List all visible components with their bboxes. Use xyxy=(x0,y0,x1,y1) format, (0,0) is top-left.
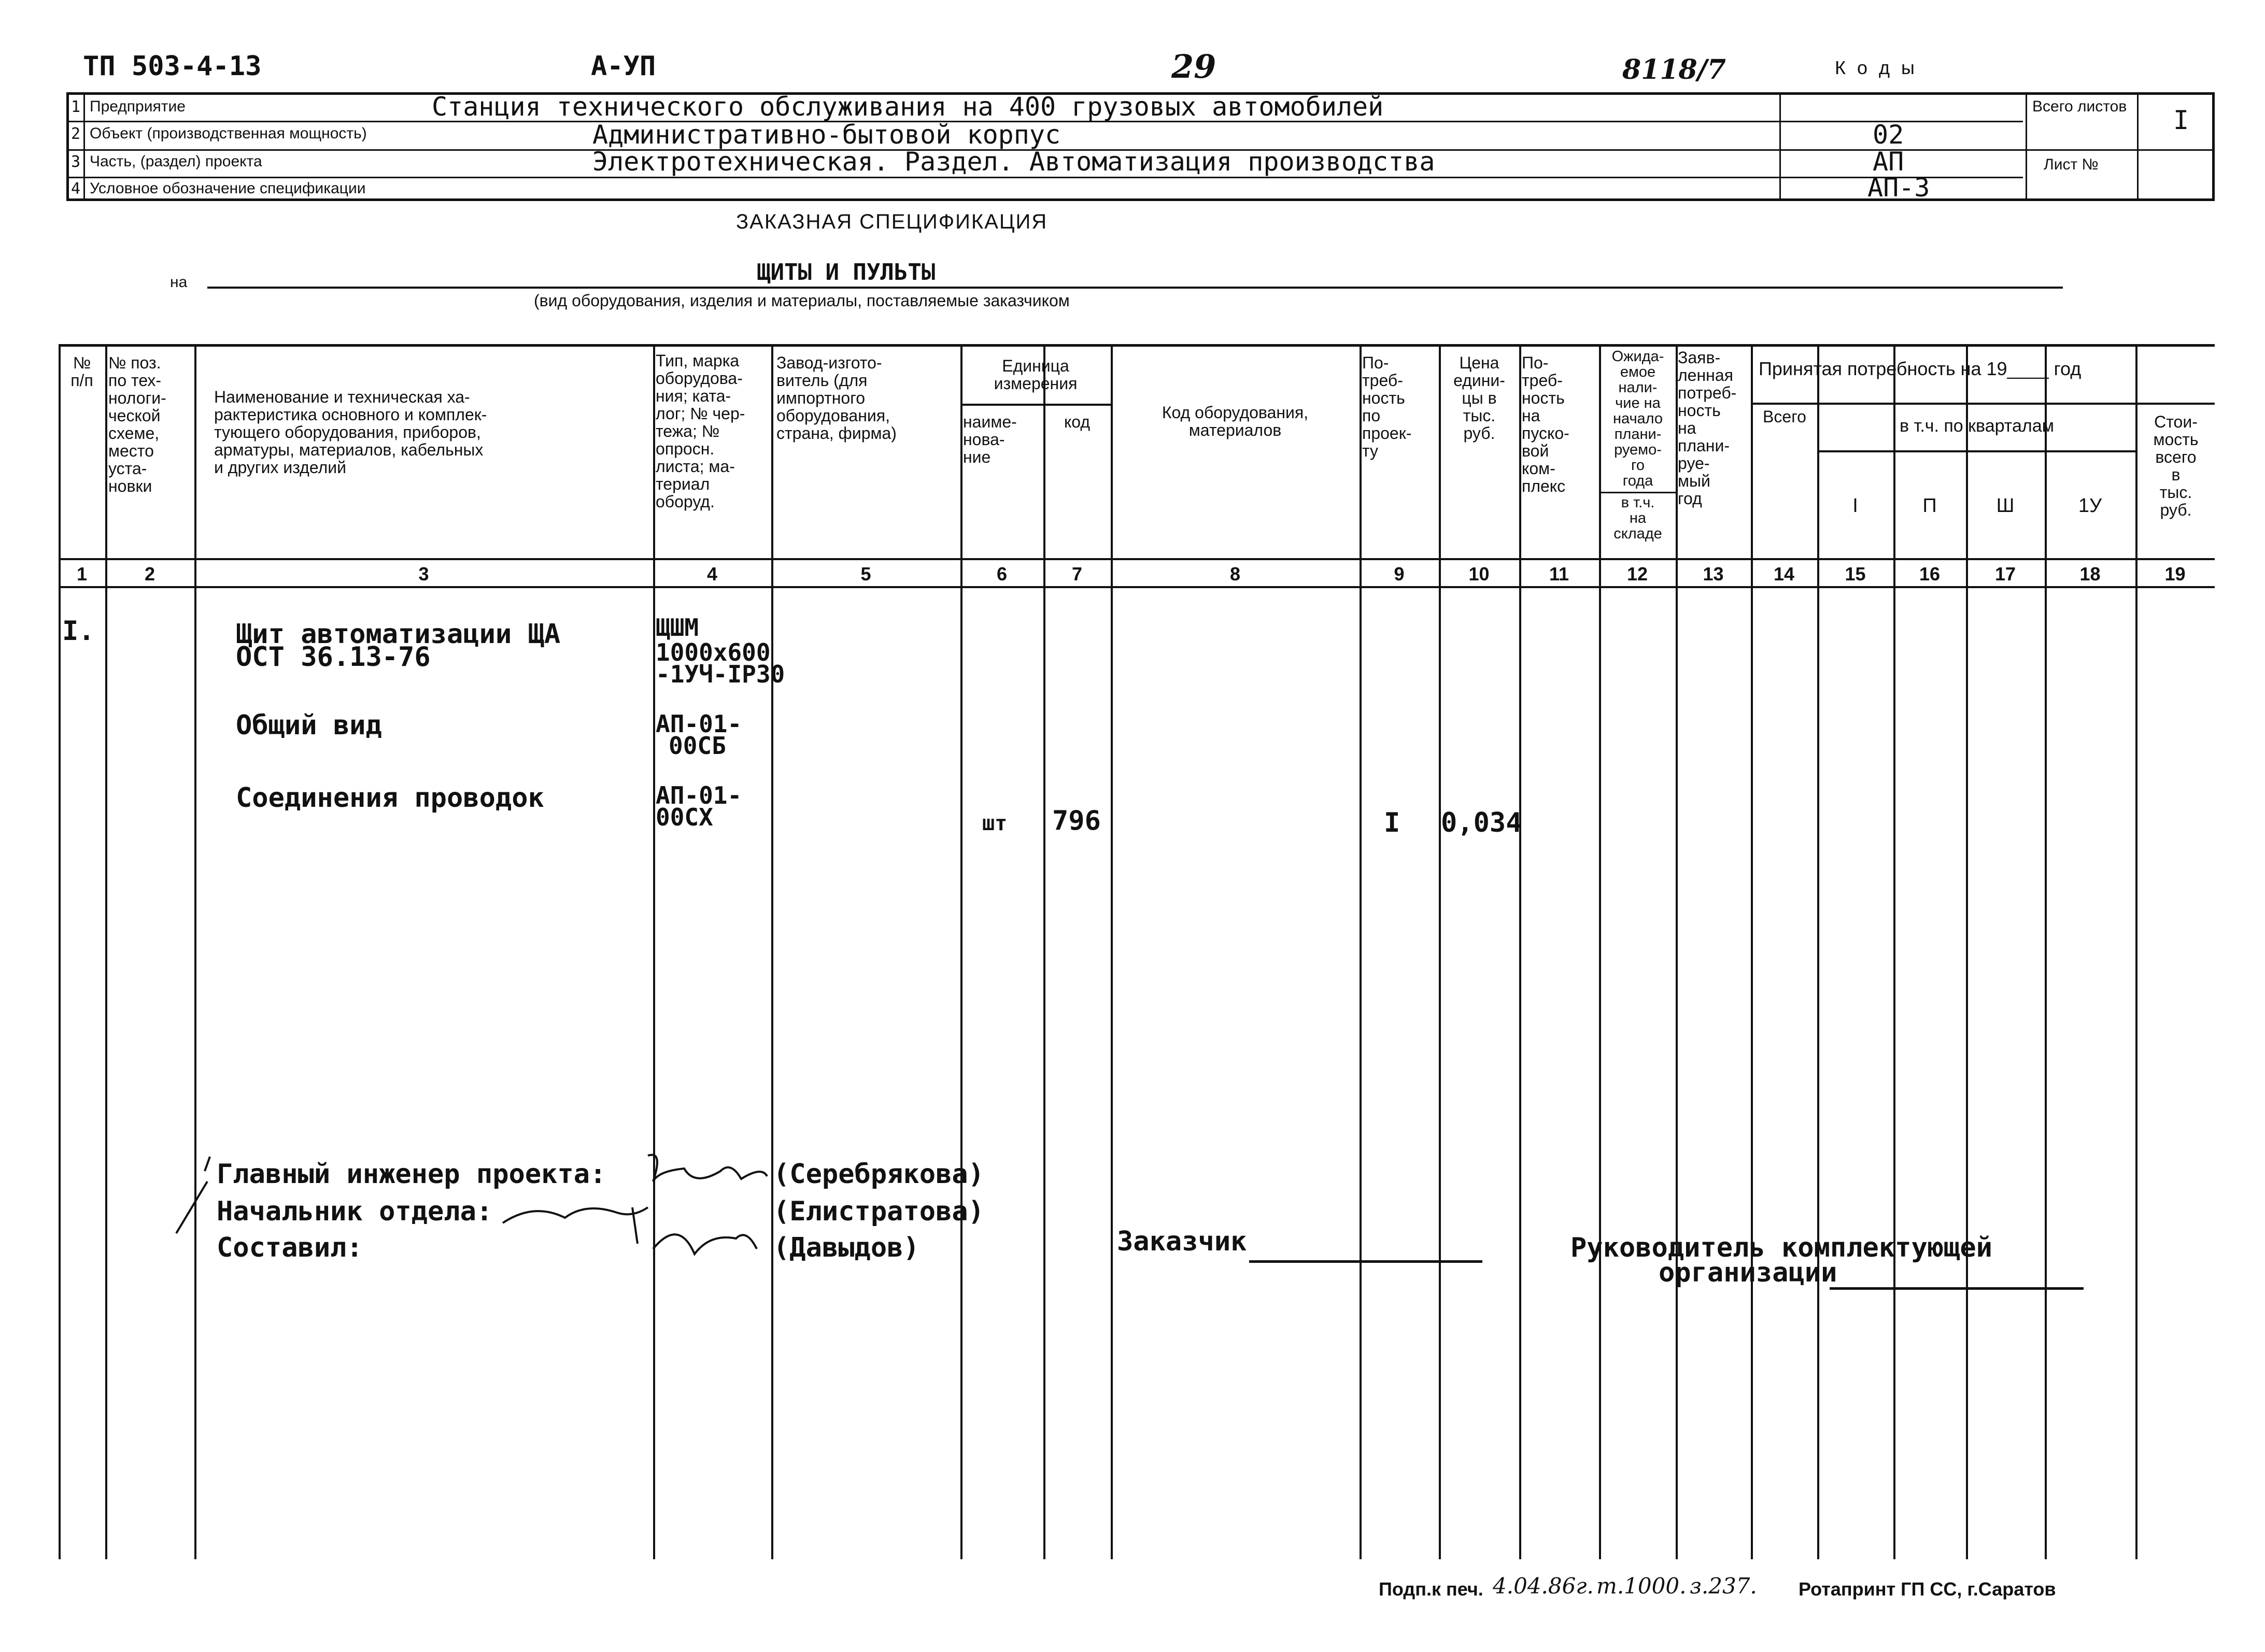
header-row-2-num: 2 xyxy=(71,125,81,143)
header-row-3-label: Часть, (раздел) проекта xyxy=(90,153,262,170)
col-header-quarters: в т.ч. по кварталам xyxy=(1900,416,2054,436)
col-number-9: 9 xyxy=(1394,563,1405,585)
subject: ЩИТЫ И ПУЛЬТЫ xyxy=(757,259,936,286)
spec-code: АП-3 xyxy=(1867,173,1930,203)
signatures-icon xyxy=(171,1140,1000,1295)
item-type-3: -1УЧ-IP30 xyxy=(656,660,785,688)
connections-doc-1: АП-01- xyxy=(656,781,742,809)
customer-label: Заказчик xyxy=(1117,1226,1247,1257)
col-number-14: 14 xyxy=(1773,563,1795,585)
col-number-18: 18 xyxy=(2079,563,2101,585)
col-number-12: 12 xyxy=(1626,563,1648,585)
enterprise-value: Станция технического обслуживания на 400 грузовых автомобилей xyxy=(432,92,1384,122)
subject-underline xyxy=(207,287,2063,289)
unit-name: шт xyxy=(982,811,1008,835)
header-row-1-label: Предприятие xyxy=(90,98,186,115)
chief-engineer-label: Главный инженер проекта: xyxy=(217,1159,606,1190)
col-header-q1: I xyxy=(1852,495,1858,517)
unit-code: 796 xyxy=(1052,805,1101,836)
col-header-19: Стои- мость всего в тыс. руб. xyxy=(2153,412,2199,519)
department-head-label: Начальник отдела: xyxy=(217,1196,493,1227)
col-number-16: 16 xyxy=(1919,563,1941,585)
col-number-17: 17 xyxy=(1994,563,2016,585)
header-row-1-num: 1 xyxy=(71,98,81,116)
col-header-12a: Ожида- емое нали- чие на начало плани- руемо- го года xyxy=(1611,348,1664,489)
footer-print-run: т.1000. xyxy=(1596,1573,1687,1599)
connections-label: Соединения проводок xyxy=(236,782,544,814)
col-number-4: 4 xyxy=(706,563,718,585)
col-header-9: По- треб- ность по проек- ту xyxy=(1362,353,1412,460)
customer-signature-line xyxy=(1249,1260,1482,1263)
object-value: Административно-бытовой корпус xyxy=(592,120,1061,150)
col-number-7: 7 xyxy=(1071,563,1083,585)
footer-order: з.237. xyxy=(1690,1573,1757,1599)
col-header-q3: Ш xyxy=(1996,495,2015,517)
col-number-11: 11 xyxy=(1549,563,1569,585)
on-label: на xyxy=(170,274,188,291)
col-header-2: № поз. по тех- нологи- ческой схеме, место уста- новки xyxy=(108,353,166,495)
author-name: (Давыдов) xyxy=(773,1232,919,1263)
document-code: ТП 503-4-13 xyxy=(83,51,262,82)
col-number-19: 19 xyxy=(2164,563,2186,585)
col-number-3: 3 xyxy=(418,563,429,585)
col-number-1: 1 xyxy=(76,563,88,585)
document-title: ЗАКАЗНАЯ СПЕЦИФИКАЦИЯ xyxy=(736,210,1048,233)
connections-doc-2: 00СХ xyxy=(656,803,713,831)
footer-printer: Ротапринт ГП СС, г.Саратов xyxy=(1799,1578,2056,1600)
item-number: I. xyxy=(62,616,95,647)
col-header-10: Цена едини- цы в тыс. руб. xyxy=(1453,353,1505,443)
object-code: 02 xyxy=(1873,120,1904,150)
col-number-15: 15 xyxy=(1845,563,1866,585)
col-header-14: Всего xyxy=(1763,407,1806,426)
col-header-11: По- треб- ность на пуско- вой ком- плекс xyxy=(1522,353,1569,495)
chief-engineer-name: (Серебрякова) xyxy=(773,1159,984,1190)
item-name: Щит автоматизации ЩА xyxy=(236,619,561,650)
department-head-name: (Елистратова) xyxy=(773,1196,984,1227)
quantity-per-project: I xyxy=(1384,807,1400,838)
footer-print-date: 4.04.86г. xyxy=(1493,1573,1594,1599)
codes-label: К о д ы xyxy=(1835,57,1918,78)
specification-table xyxy=(59,344,2215,1559)
col-header-1: № п/п xyxy=(70,353,93,390)
col-header-unit: Единица измерения xyxy=(994,357,1078,393)
page-number: 29 xyxy=(1171,48,1216,86)
col-number-5: 5 xyxy=(860,563,871,585)
col-number-6: 6 xyxy=(996,563,1008,585)
header-row-2-label: Объект (производственная мощность) xyxy=(90,125,367,142)
general-view-doc-2: 00СБ xyxy=(669,732,726,760)
album-code: А-УП xyxy=(591,51,656,82)
col-header-8: Код оборудования, материалов xyxy=(1162,403,1309,439)
item-type-2: 1000х600 xyxy=(656,638,771,666)
project-part-value: Электротехническая. Раздел. Автоматизация производства xyxy=(592,147,1435,177)
supplier-label-1: Руководитель комплектующей xyxy=(1570,1232,1992,1263)
header-row-3-num: 3 xyxy=(71,153,81,171)
header-row-4-num: 4 xyxy=(71,180,81,198)
supplier-label-2: организации xyxy=(1659,1257,1837,1288)
col-number-13: 13 xyxy=(1703,563,1724,585)
total-sheets-label: Всего листов xyxy=(2032,98,2127,115)
footer-print-label: Подп.к печ. xyxy=(1379,1578,1483,1600)
col-number-10: 10 xyxy=(1468,563,1490,585)
subject-caption: (вид оборудования, изделия и материалы, поставляемые заказчиком xyxy=(534,291,1070,310)
col-header-5: Завод-изгото- витель (для импортного оборудования, страна, фирма) xyxy=(776,353,897,443)
item-type-1: ЩШМ xyxy=(656,614,699,642)
unit-price: 0,034 xyxy=(1441,807,1522,838)
col-header-12b: в т.ч. на складе xyxy=(1613,494,1662,542)
col-header-q2: П xyxy=(1922,495,1937,517)
col-header-7: код xyxy=(1064,412,1091,431)
col-header-4: Тип, марка оборудова- ния; ката- лог; № чер- тежа; № опросн. листа; ма- териал оборуд. xyxy=(656,351,745,511)
sheet-no-label: Лист № xyxy=(2044,156,2099,173)
col-number-8: 8 xyxy=(1229,563,1241,585)
total-sheets-value: I xyxy=(2173,105,2189,135)
author-label: Составил: xyxy=(217,1232,363,1263)
item-standard: ОСТ 36.13-76 xyxy=(236,642,431,673)
col-header-3: Наименование и техническая ха- рактеристика основного и комплек- тующего оборудования, приборов, арматуры, материалов, кабельных и других изделий xyxy=(214,388,487,477)
project-part-code: АП xyxy=(1873,147,1904,177)
supplier-signature-line xyxy=(1830,1287,2084,1290)
col-header-q4: 1У xyxy=(2078,495,2102,517)
general-view-label: Общий вид xyxy=(236,710,382,741)
general-view-doc-1: АП-01- xyxy=(656,710,742,738)
col-header-accepted: Принятая потребность на 19____ год xyxy=(1759,358,2082,379)
col-header-13: Заяв- ленная потреб- ность на плани- руе- мый год xyxy=(1678,348,1737,508)
header-code-table xyxy=(66,92,2215,201)
header-row-4-label: Условное обозначение спецификации xyxy=(90,180,366,197)
col-number-2: 2 xyxy=(144,563,155,585)
reference-number: 8118/7 xyxy=(1622,54,1726,86)
col-header-6: наиме- нова- ние xyxy=(963,412,1017,466)
